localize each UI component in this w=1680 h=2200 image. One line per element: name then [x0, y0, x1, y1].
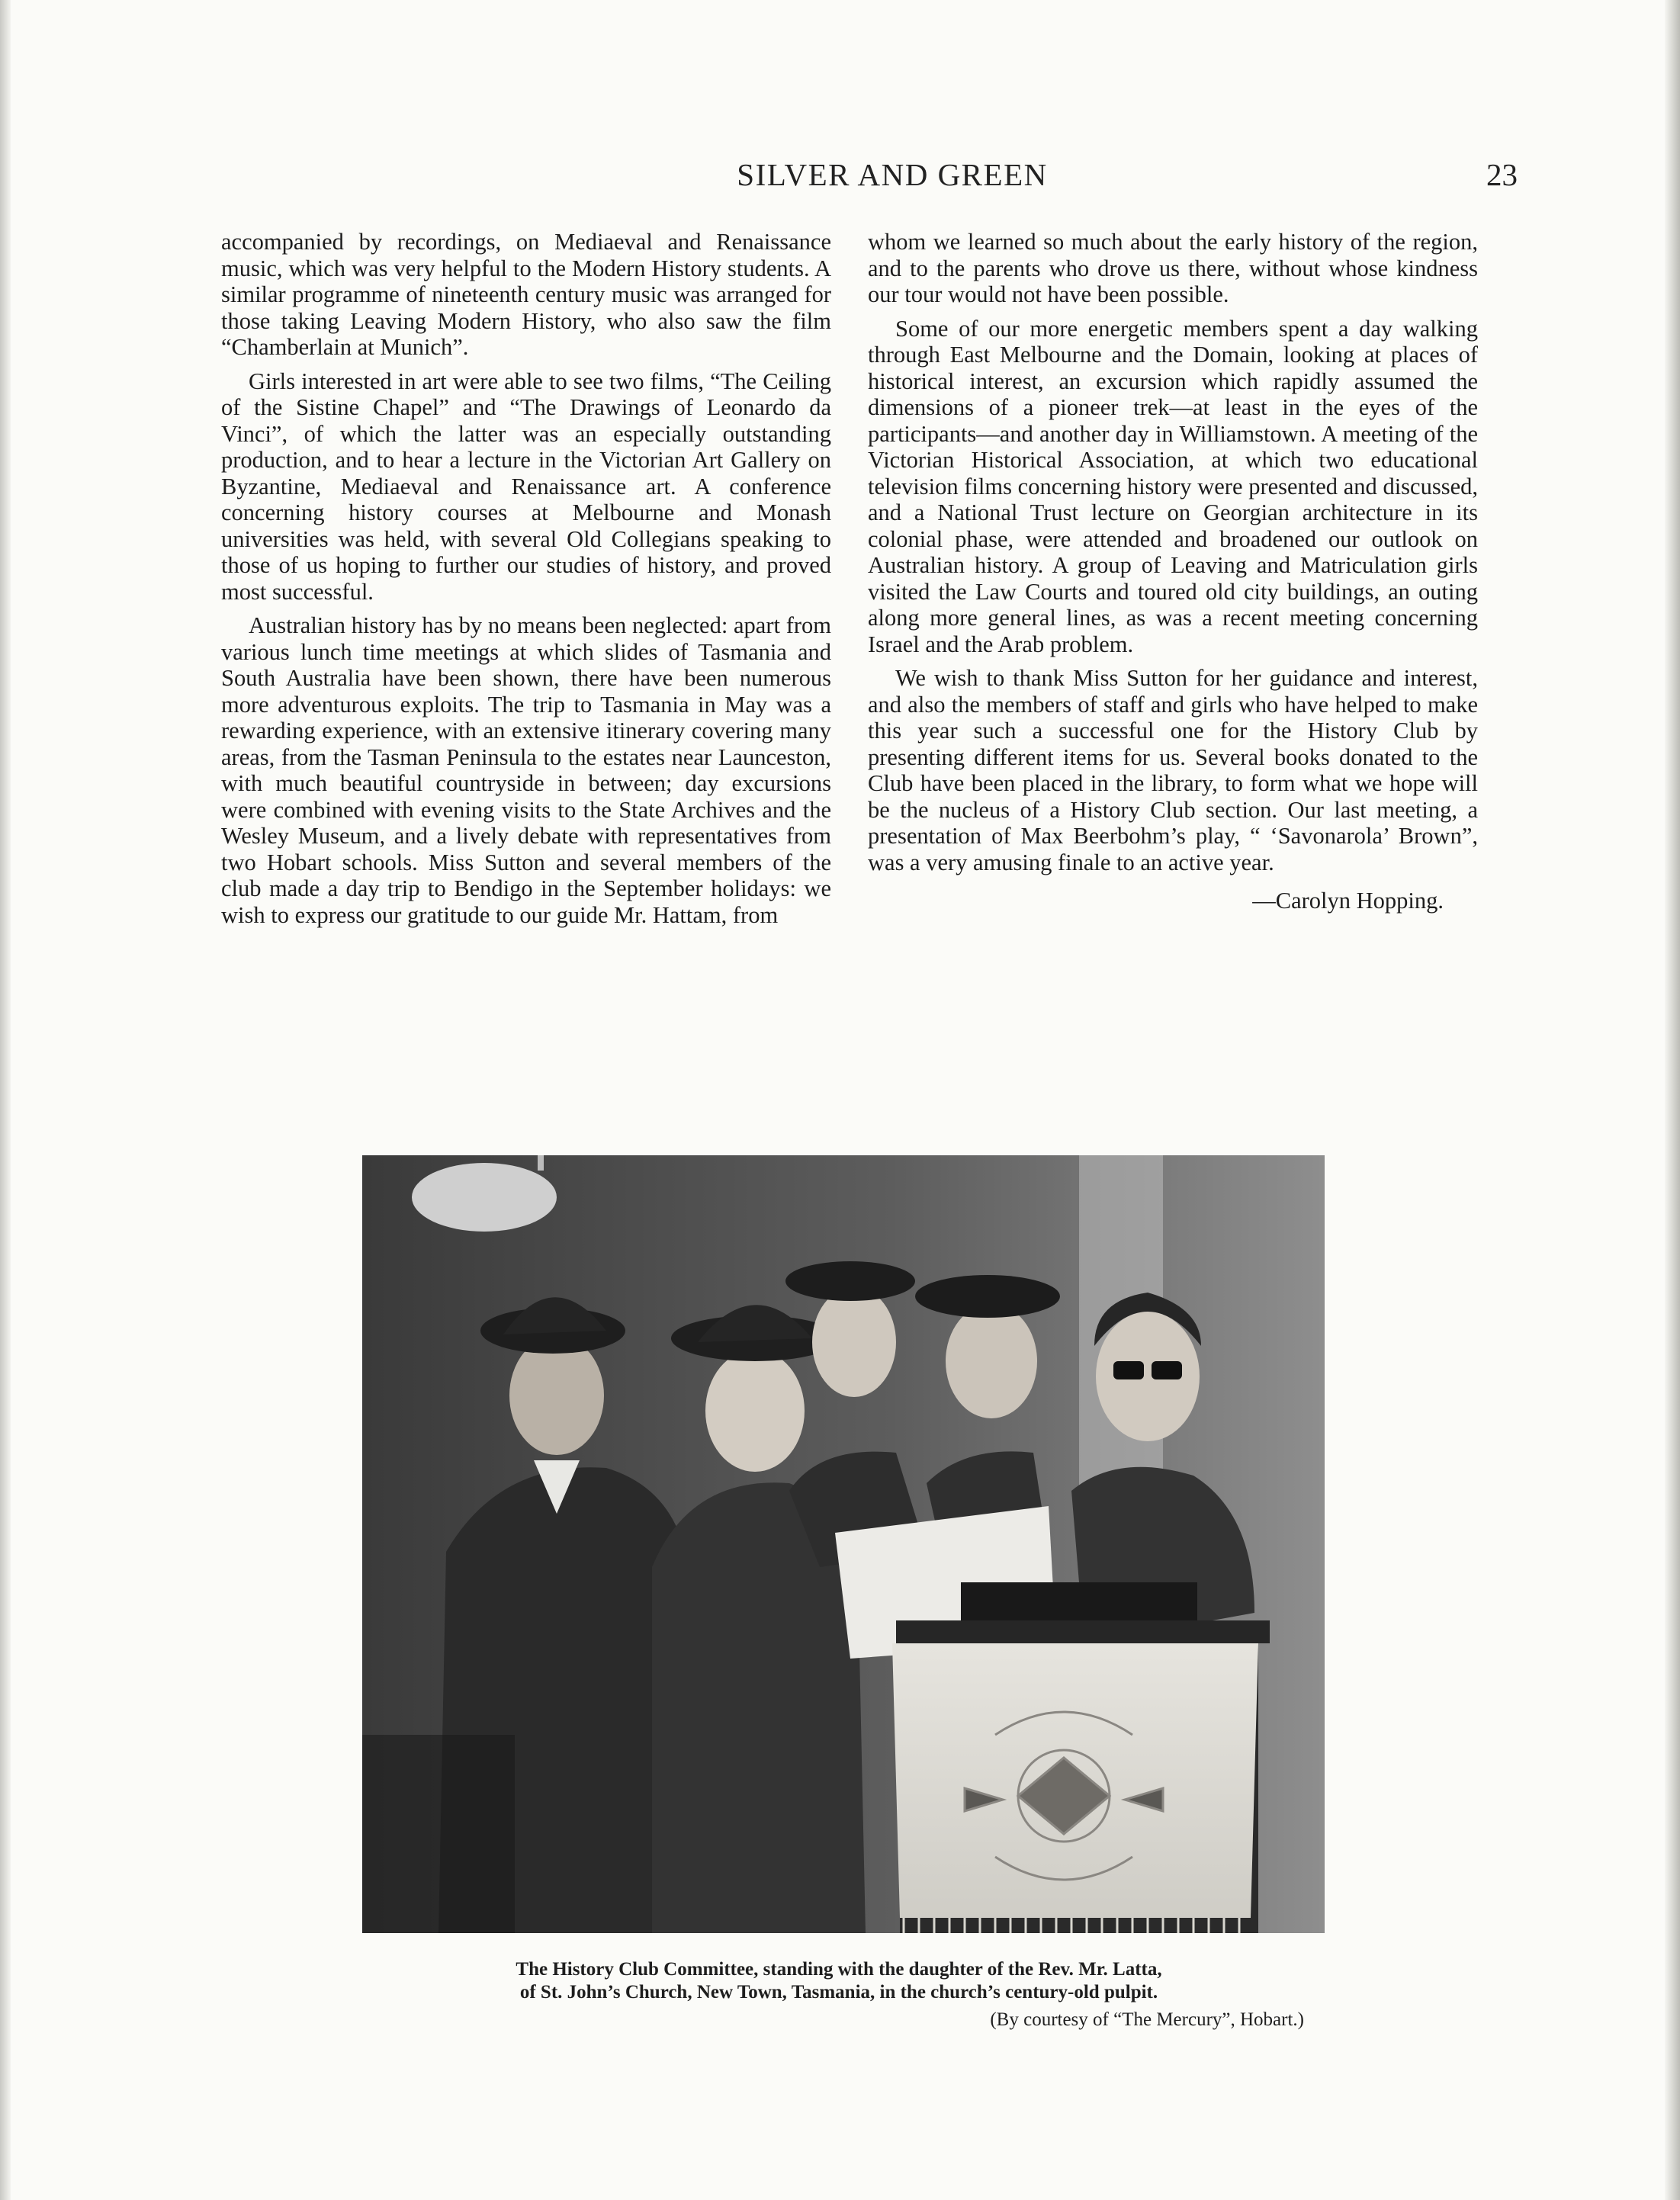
photo-credit: (By courtesy of “The Mercury”, Hobart.): [990, 2009, 1304, 2030]
history-club-photograph: [362, 1155, 1325, 1933]
foreground-shadow: [362, 1735, 515, 1933]
paragraph: Some of our more energetic members spent a day walking through East Melbourne and the Domain, looking at places of historical interest, an excursion which rapidly assumed the dimensions of a pioneer trek—at least in the eyes of the participants—and another day in Williamstown. A meeting of the Victorian Historical Association, at which two educational television films concerning history were presented and discussed, and a National Trust lecture on Georgian architecture in its colonial phase, were attended and broadened our outlook on Australian history. A group of Leaving and Matriculation girls visited the Law Courts and toured old city buildings, an outing along more general lines, as was a recent meeting concerning Israel and the Arab problem.: [868, 315, 1478, 657]
paragraph: whom we learned so much about the early history of the region, and to the parents who drove us there, without whose kindness our tour would not have been possible.: [868, 229, 1478, 307]
caption-line: of St. John’s Church, New Town, Tasmania, in the church’s century-old pulpit.: [519, 1982, 1158, 2002]
page-number: 23: [1486, 157, 1518, 192]
pulpit-top: [896, 1620, 1270, 1643]
paragraph: Girls interested in art were able to see two films, “The Ceiling of the Sistine Chapel” and “The Drawings of Leonardo da Vinci”, of which the latter was an especially outstanding production, and to hear a lecture in the Victorian Art Gallery on Byzantine, Mediaeval and Renaissance art. A conference concerning history courses at Melbourne and Monash universities was held, with several Old Collegians speaking to those of us hoping to further our studies of history, and proved most successful.: [221, 368, 831, 605]
photo-caption: [305, 1958, 1373, 2004]
paragraph: Australian history has by no means been neglected: apart from various lunch time meetings at which slides of Tasmania and South Australia have been shown, there have been numerous more adventurous exploits. The trip to Tasmania in May was a rewarding experience, with an extensive itinerary covering many areas, from the Tasman Peninsula to the estates near Launceston, with much beautiful countryside in between; day excursions were combined with evening visits to the State Archives and the Wesley Museum, and a lively debate with representatives from two Hobart schools. Miss Sutton and several members of the club made a day trip to Bendigo in the September holidays: we wish to express our gratitude to our guide Mr. Hattam, from: [221, 612, 831, 928]
page-left-edge: [0, 0, 11, 2200]
paragraph: accompanied by recordings, on Mediaeval and Renaissance music, which was very helpful to the Modern History students. A similar programme of nineteenth century music was arranged for those taking Leaving Modern History, who also saw the film “Chamberlain at Munich”.: [221, 229, 831, 360]
page-right-edge: [1665, 0, 1680, 2200]
photograph-illustration: [362, 1155, 1325, 1933]
left-column: [221, 229, 831, 936]
ceiling-lamp: [412, 1163, 557, 1232]
author-signature: —Carolyn Hopping.: [1252, 888, 1444, 914]
right-column: [868, 229, 1478, 922]
caption-line: The History Club Committee, standing with the daughter of the Rev. Mr. Latta,: [516, 1959, 1162, 1980]
lamp-rod: [538, 1155, 544, 1171]
paragraph: We wish to thank Miss Sutton for her guidance and interest, and also the members of staff and girls who have helped to make this year such a successful one for the History Club by presenting different items for us. Several books donated to the Club have been placed in the library, to form what we hope will be the nucleus of a History Club section. Our last meeting, a presentation of Max Beerbohm’s play, “ ‘Savonarola’ Brown”, was a very amusing finale to an active year.: [868, 665, 1478, 875]
running-title: SILVER AND GREEN: [737, 157, 1048, 192]
